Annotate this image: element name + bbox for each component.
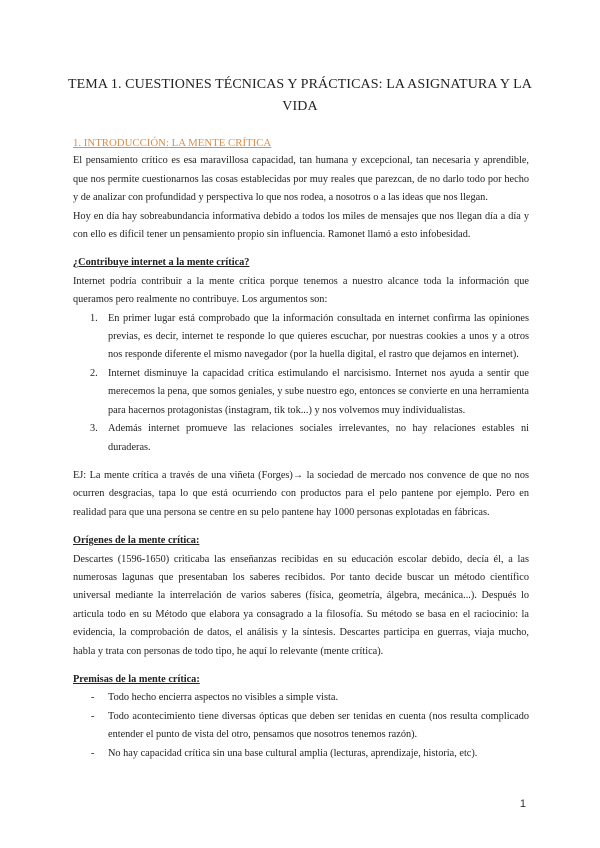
intro-paragraph-2: Hoy en día hay sobreabundancia informativa debido a todos los miles de mensajes que nos llegan día a día y con ello es difícil tener un pensamiento propio sin influencia. Ramonet llamó a esto infobesidad. [73,210,529,241]
intro-paragraph-1: El pensamiento crítico es esa maravillosa capacidad, tan humana y excepcional, tan necesaria y aprendible, que nos permite cuestionarnos las cosas establecidas por muy reales que parezcan, de no darlo todo por hecho y de analizar con profundidad y perspectiva lo que nos rodea, a nosotros o a las ideas que nos llegan. [73,155,529,204]
internet-paragraph: Internet podría contribuir a la mente crítica porque tenemos a nuestro alcance toda la información que queramos pero realmente no contribuye. Los argumentos son: [73,275,529,306]
origins-heading: Orígenes de la mente crítica: [73,535,200,547]
list-number: 2. [90,367,98,379]
intro-heading: 1. INTRODUCCIÓN: LA MENTE CRÍTICA [73,137,272,149]
list-item [73,708,529,745]
list-item [73,420,529,457]
premises-heading: Premisas de la mente crítica: [73,673,200,685]
origins-paragraph: Descartes (1596-1650) criticaba las enseñanzas recibidas en su educación escolar debido, decía él, a las numerosas lagunas que presentaban los saberes recibidos. Por tanto decide buscar un método científico universal mediante la interrelación de varios saberes (física, geometría, álgebra, mecánica...). Después lo articula todo en su Método que elabora ya consagrado a la filosofía. Su método se basa en el raciocinio: la evidencia, la comprobación de datos, el análisis y la síntesis. Descartes participa en guerras, viaja mucho, habla y trata con personas de todo tipo, he aquí lo relevante (mente crítica). [73,553,529,657]
list-number: 1. [90,312,98,324]
list-number: 3. [90,423,98,435]
page-number: 1 [519,798,526,810]
list-item-text: Además internet promueve las relaciones sociales irrelevantes, no hay relaciones estables ni duraderas. [108,423,529,453]
list-item-text: Internet disminuye la capacidad crítica estimulando el narcisismo. Internet nos ayuda a sentir que merecemos la pena, que somos geniales, y sube nuestro ego, entonces se convierte en una herramienta para hacernos protagonistas (instagram, tik tok...) y nos volvemos muy individualistas. [108,367,529,416]
list-bullet: - [91,747,95,759]
premises-list [73,689,529,763]
list-item [73,689,529,707]
internet-heading: ¿Contribuye internet a la mente crítica? [73,257,250,269]
list-item [73,745,529,763]
page-title: TEMA 1. CUESTIONES TÉCNICAS Y PRÁCTICAS: LA ASIGNATURA Y LA VIDA [67,77,533,114]
list-bullet: - [91,710,95,722]
internet-arguments-list [73,310,529,457]
list-item-text: Todo acontecimiento tiene diversas ópticas que deben ser tenidas en cuenta (nos resulta complicado entender el punto de vista del otro, pensamos que nosotros tenemos razón). [108,710,529,741]
list-bullet: - [91,692,95,704]
list-item [73,310,529,365]
list-item-text: No hay capacidad crítica sin una base cultural amplia (lecturas, aprendizaje, historia, etc). [108,747,478,759]
list-item [73,365,529,420]
document-body [73,134,529,763]
list-item-text: Todo hecho encierra aspectos no visibles a simple vista. [108,692,339,704]
list-item-text: En primer lugar está comprobado que la información consultada en internet confirma las opiniones previas, es decir, internet te responde lo que quieres escuchar, por nuestras cookies a unos y a otros nos responde diferente el mismo navegador (por la huella digital, el rastro que dejamos en internet). [108,312,529,361]
example-paragraph: EJ: La mente crítica a través de una viñeta (Forges)→ la sociedad de mercado nos convence de que no nos ocurren desgracias, tapa lo que está ocurriendo con productos para el pelo pantene por ejemplo. Pero en realidad para que una persona se centre en su pelo pantene hay 1000 personas explotadas en fábricas. [73,469,529,518]
